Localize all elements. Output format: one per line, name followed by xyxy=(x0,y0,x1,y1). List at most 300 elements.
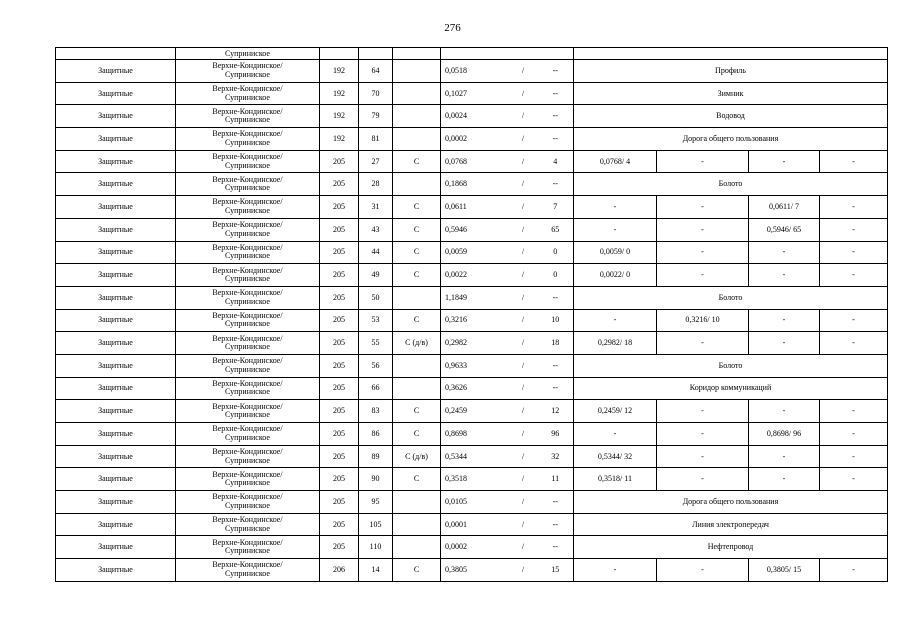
category-cell: Защитные xyxy=(56,173,176,196)
location-district: Суприниское xyxy=(225,546,270,556)
area-cell: 0,0518 xyxy=(441,60,509,83)
location-forestry: Верхне-Кондинское/ xyxy=(212,265,283,275)
note-cell: Линия электропередач xyxy=(574,513,888,536)
location-district: Суприниское xyxy=(225,205,270,215)
kvartal-cell: 205 xyxy=(320,241,359,264)
location-cell xyxy=(176,513,320,536)
value-cell-1: - xyxy=(574,309,657,332)
table-row xyxy=(56,286,888,309)
note-cell: Болото xyxy=(574,173,888,196)
location-forestry: Верхне-Кондинское/ xyxy=(212,333,283,343)
area-cell: 0,2982 xyxy=(441,332,509,355)
area-cell: 0,0002 xyxy=(441,128,509,151)
table-row xyxy=(56,128,888,151)
kvartal-cell: 205 xyxy=(320,491,359,514)
species-cell xyxy=(393,128,441,151)
forest-plots-table xyxy=(55,47,888,582)
location-cell xyxy=(176,423,320,446)
species-cell xyxy=(393,536,441,559)
species-cell: С xyxy=(393,559,441,582)
kvartal-cell: 205 xyxy=(320,218,359,241)
kvartal-cell: 205 xyxy=(320,377,359,400)
table-row xyxy=(56,400,888,423)
kvartal-cell: 205 xyxy=(320,196,359,219)
species-cell: С xyxy=(393,400,441,423)
table-row xyxy=(56,241,888,264)
location-cell xyxy=(176,400,320,423)
location-cell: Суприниское xyxy=(176,48,320,60)
count-cell: -- xyxy=(538,82,574,105)
area-cell: 0,0768 xyxy=(441,150,509,173)
separator-cell: / xyxy=(509,536,538,559)
category-cell: Защитные xyxy=(56,468,176,491)
table-row xyxy=(56,150,888,173)
kvartal-cell: 205 xyxy=(320,332,359,355)
kvartal-cell: 205 xyxy=(320,354,359,377)
vydel-cell: 70 xyxy=(359,82,393,105)
species-cell xyxy=(393,513,441,536)
species-cell xyxy=(393,60,441,83)
area-cell: 0,3805 xyxy=(441,559,509,582)
location-forestry: Верхне-Кондинское/ xyxy=(212,537,283,547)
location-forestry: Верхне-Кондинское/ xyxy=(212,174,283,184)
location-district: Суприниское xyxy=(225,319,270,329)
value-cell-2: - xyxy=(657,400,749,423)
category-cell: Защитные xyxy=(56,332,176,355)
location-forestry: Верхне-Кондинское/ xyxy=(212,220,283,230)
table-row xyxy=(56,536,888,559)
page-number: 276 xyxy=(444,22,461,34)
vydel-cell: 66 xyxy=(359,377,393,400)
separator-cell: / xyxy=(509,264,538,287)
value-cell-3: - xyxy=(749,309,820,332)
species-cell: С xyxy=(393,264,441,287)
separator-cell: / xyxy=(509,286,538,309)
note-cell: Нефтепровод xyxy=(574,536,888,559)
value-cell-3: - xyxy=(749,150,820,173)
value-cell-3: - xyxy=(749,332,820,355)
separator-cell: / xyxy=(509,445,538,468)
category-cell: Защитные xyxy=(56,536,176,559)
value-cell-3: - xyxy=(749,400,820,423)
vydel-cell: 90 xyxy=(359,468,393,491)
value-cell-4: - xyxy=(820,400,888,423)
area-cell: 0,0001 xyxy=(441,513,509,536)
species-cell: С xyxy=(393,241,441,264)
location-cell xyxy=(176,196,320,219)
location-district: Суприниское xyxy=(225,274,270,284)
species-cell xyxy=(393,105,441,128)
location-district: Суприниское xyxy=(225,410,270,420)
area-cell: 0,3626 xyxy=(441,377,509,400)
species-cell: С xyxy=(393,423,441,446)
vydel-cell: 31 xyxy=(359,196,393,219)
location-forestry: Верхне-Кондинское/ xyxy=(212,515,283,525)
species-cell: С xyxy=(393,196,441,219)
note-cell: Болото xyxy=(574,354,888,377)
species-cell: С xyxy=(393,309,441,332)
area-cell: 0,3216 xyxy=(441,309,509,332)
kvartal-cell: 205 xyxy=(320,309,359,332)
separator-cell: / xyxy=(509,513,538,536)
species-cell xyxy=(393,491,441,514)
value-cell-1: 0,3518/ 11 xyxy=(574,468,657,491)
location-forestry: Верхне-Кондинское/ xyxy=(212,84,283,94)
value-cell-3: - xyxy=(749,445,820,468)
count-cell: 18 xyxy=(538,332,574,355)
table-row xyxy=(56,377,888,400)
kvartal-cell: 192 xyxy=(320,128,359,151)
separator-cell: / xyxy=(509,354,538,377)
separator-cell: / xyxy=(509,128,538,151)
area-cell: 0,0022 xyxy=(441,264,509,287)
table-row xyxy=(56,60,888,83)
category-cell: Защитные xyxy=(56,82,176,105)
location-cell xyxy=(176,536,320,559)
value-cell-4: - xyxy=(820,468,888,491)
value-cell-4: - xyxy=(820,264,888,287)
location-cell xyxy=(176,241,320,264)
value-cell-4: - xyxy=(820,559,888,582)
category-cell: Защитные xyxy=(56,128,176,151)
location-district: Суприниское xyxy=(225,115,270,125)
separator-cell: / xyxy=(509,150,538,173)
value-cell-1: - xyxy=(574,559,657,582)
table-row xyxy=(56,173,888,196)
category-cell: Защитные xyxy=(56,423,176,446)
value-cell-1: 0,0022/ 0 xyxy=(574,264,657,287)
category-cell: Защитные xyxy=(56,491,176,514)
value-cell-1: 0,0768/ 4 xyxy=(574,150,657,173)
location-cell xyxy=(176,491,320,514)
separator-cell: / xyxy=(509,468,538,491)
location-forestry: Верхне-Кондинское/ xyxy=(212,356,283,366)
location-forestry: Верхне-Кондинское/ xyxy=(212,492,283,502)
category-cell: Защитные xyxy=(56,286,176,309)
vydel-cell: 81 xyxy=(359,128,393,151)
kvartal-cell: 205 xyxy=(320,513,359,536)
table-row xyxy=(56,445,888,468)
separator-cell: / xyxy=(509,218,538,241)
table-row xyxy=(56,354,888,377)
category-cell: Защитные xyxy=(56,60,176,83)
note-cell: Профиль xyxy=(574,60,888,83)
value-cell-4: - xyxy=(820,241,888,264)
value-cell-2: - xyxy=(657,423,749,446)
location-cell xyxy=(176,264,320,287)
value-cell-2: - xyxy=(657,332,749,355)
area-cell: 0,0611 xyxy=(441,196,509,219)
vydel-cell: 14 xyxy=(359,559,393,582)
vydel-cell: 43 xyxy=(359,218,393,241)
location-forestry: Верхне-Кондинское/ xyxy=(212,106,283,116)
location-cell xyxy=(176,173,320,196)
count-cell: 32 xyxy=(538,445,574,468)
species-cell xyxy=(393,82,441,105)
species-cell xyxy=(393,354,441,377)
area-cell: 0,0059 xyxy=(441,241,509,264)
location-forestry: Верхне-Кондинское/ xyxy=(212,310,283,320)
location-cell xyxy=(176,445,320,468)
location-cell xyxy=(176,105,320,128)
value-cell-1: 0,0059/ 0 xyxy=(574,241,657,264)
location-district: Суприниское xyxy=(225,364,270,374)
category-cell: Защитные xyxy=(56,309,176,332)
table-row xyxy=(56,491,888,514)
kvartal-cell: 192 xyxy=(320,105,359,128)
value-cell-1: - xyxy=(574,423,657,446)
vydel-cell: 27 xyxy=(359,150,393,173)
area-cell: 0,5344 xyxy=(441,445,509,468)
vydel-cell: 110 xyxy=(359,536,393,559)
table-row xyxy=(56,264,888,287)
area-cell: 0,1027 xyxy=(441,82,509,105)
vydel-cell: 56 xyxy=(359,354,393,377)
location-forestry: Верхне-Кондинское/ xyxy=(212,401,283,411)
category-cell: Защитные xyxy=(56,150,176,173)
value-cell-2: - xyxy=(657,218,749,241)
separator-cell: / xyxy=(509,423,538,446)
location-cell xyxy=(176,218,320,241)
species-cell: С (д/в) xyxy=(393,445,441,468)
count-cell: -- xyxy=(538,105,574,128)
count-cell: -- xyxy=(538,354,574,377)
table-row xyxy=(56,513,888,536)
count-cell: 12 xyxy=(538,400,574,423)
count-cell: -- xyxy=(538,377,574,400)
count-cell: -- xyxy=(538,173,574,196)
category-cell: Защитные xyxy=(56,445,176,468)
location-district: Суприниское xyxy=(225,387,270,397)
location-cell xyxy=(176,150,320,173)
count-cell: 11 xyxy=(538,468,574,491)
category-cell: Защитные xyxy=(56,354,176,377)
note-cell: Болото xyxy=(574,286,888,309)
location-district: Суприниское xyxy=(225,568,270,578)
location-forestry: Верхне-Кондинское/ xyxy=(212,560,283,570)
count-cell: 65 xyxy=(538,218,574,241)
value-cell-1: - xyxy=(574,218,657,241)
category-cell: Защитные xyxy=(56,400,176,423)
value-cell-2: - xyxy=(657,559,749,582)
value-cell-3: - xyxy=(749,264,820,287)
table-row xyxy=(56,468,888,491)
kvartal-cell: 206 xyxy=(320,559,359,582)
count-cell: -- xyxy=(538,513,574,536)
vydel-cell: 50 xyxy=(359,286,393,309)
location-district: Суприниское xyxy=(225,432,270,442)
species-cell: С xyxy=(393,468,441,491)
separator-cell: / xyxy=(509,196,538,219)
separator-cell: / xyxy=(509,60,538,83)
area-cell: 0,0024 xyxy=(441,105,509,128)
note-cell: Дорога общего пользования xyxy=(574,491,888,514)
location-forestry: Верхне-Кондинское/ xyxy=(212,424,283,434)
location-cell xyxy=(176,82,320,105)
category-cell: Защитные xyxy=(56,196,176,219)
vydel-cell: 86 xyxy=(359,423,393,446)
note-cell: Коридор коммуникаций xyxy=(574,377,888,400)
area-cell: 0,8698 xyxy=(441,423,509,446)
area-cell: 0,1868 xyxy=(441,173,509,196)
value-cell-1: 0,2459/ 12 xyxy=(574,400,657,423)
value-cell-1: 0,2982/ 18 xyxy=(574,332,657,355)
table-row xyxy=(56,105,888,128)
vydel-cell: 89 xyxy=(359,445,393,468)
vydel-cell: 49 xyxy=(359,264,393,287)
value-cell-3: 0,8698/ 96 xyxy=(749,423,820,446)
location-cell xyxy=(176,377,320,400)
location-cell xyxy=(176,309,320,332)
value-cell-4: - xyxy=(820,445,888,468)
value-cell-2: - xyxy=(657,264,749,287)
location-district: Суприниское xyxy=(225,455,270,465)
location-cell xyxy=(176,468,320,491)
location-district: Суприниское xyxy=(225,228,270,238)
category-cell: Защитные xyxy=(56,513,176,536)
value-cell-4: - xyxy=(820,423,888,446)
kvartal-cell: 192 xyxy=(320,82,359,105)
separator-cell: / xyxy=(509,377,538,400)
location-forestry: Верхне-Кондинское/ xyxy=(212,152,283,162)
category-cell: Защитные xyxy=(56,218,176,241)
table-row xyxy=(56,309,888,332)
vydel-cell: 105 xyxy=(359,513,393,536)
kvartal-cell: 205 xyxy=(320,150,359,173)
value-cell-1: 0,5344/ 32 xyxy=(574,445,657,468)
location-cell xyxy=(176,332,320,355)
location-district: Суприниское xyxy=(225,296,270,306)
kvartal-cell: 205 xyxy=(320,264,359,287)
table-row xyxy=(56,196,888,219)
vydel-cell: 95 xyxy=(359,491,393,514)
kvartal-cell: 205 xyxy=(320,173,359,196)
location-forestry: Верхне-Кондинское/ xyxy=(212,129,283,139)
species-cell: С xyxy=(393,150,441,173)
location-forestry: Верхне-Кондинское/ xyxy=(212,288,283,298)
location-district: Суприниское xyxy=(225,342,270,352)
value-cell-2: - xyxy=(657,468,749,491)
separator-cell: / xyxy=(509,332,538,355)
value-cell-1: - xyxy=(574,196,657,219)
count-cell: 96 xyxy=(538,423,574,446)
location-forestry: Верхне-Кондинское/ xyxy=(212,447,283,457)
species-cell xyxy=(393,173,441,196)
note-cell: Дорога общего пользования xyxy=(574,128,888,151)
value-cell-2: - xyxy=(657,241,749,264)
category-cell: Защитные xyxy=(56,241,176,264)
count-cell: -- xyxy=(538,60,574,83)
species-cell xyxy=(393,377,441,400)
kvartal-cell: 205 xyxy=(320,423,359,446)
kvartal-cell: 205 xyxy=(320,536,359,559)
value-cell-3: 0,5946/ 65 xyxy=(749,218,820,241)
vydel-cell: 53 xyxy=(359,309,393,332)
species-cell xyxy=(393,286,441,309)
count-cell: 4 xyxy=(538,150,574,173)
value-cell-4: - xyxy=(820,196,888,219)
value-cell-4: - xyxy=(820,332,888,355)
count-cell: 15 xyxy=(538,559,574,582)
kvartal-cell: 205 xyxy=(320,286,359,309)
location-forestry: Верхне-Кондинское/ xyxy=(212,242,283,252)
location-forestry: Верхне-Кондинское/ xyxy=(212,378,283,388)
location-district: Суприниское xyxy=(225,137,270,147)
species-cell: С (д/в) xyxy=(393,332,441,355)
separator-cell: / xyxy=(509,559,538,582)
kvartal-cell: 205 xyxy=(320,468,359,491)
category-cell: Защитные xyxy=(56,264,176,287)
location-cell xyxy=(176,286,320,309)
kvartal-cell: 205 xyxy=(320,445,359,468)
count-cell: 7 xyxy=(538,196,574,219)
count-cell: 0 xyxy=(538,264,574,287)
location-forestry: Верхне-Кондинское/ xyxy=(212,469,283,479)
value-cell-2: - xyxy=(657,150,749,173)
location-district: Суприниское xyxy=(225,500,270,510)
value-cell-2: - xyxy=(657,445,749,468)
table-row xyxy=(56,218,888,241)
table-row xyxy=(56,332,888,355)
location-cell xyxy=(176,559,320,582)
location-district: Суприниское xyxy=(225,69,270,79)
kvartal-cell: 205 xyxy=(320,400,359,423)
location-district: Суприниское xyxy=(225,92,270,102)
count-cell: -- xyxy=(538,128,574,151)
value-cell-4: - xyxy=(820,218,888,241)
vydel-cell: 79 xyxy=(359,105,393,128)
location-district: Суприниское xyxy=(225,251,270,261)
value-cell-3: - xyxy=(749,241,820,264)
vydel-cell: 83 xyxy=(359,400,393,423)
note-cell: Водовод xyxy=(574,105,888,128)
location-district: Суприниское xyxy=(225,478,270,488)
area-cell: 0,2459 xyxy=(441,400,509,423)
location-district: Суприниское xyxy=(225,160,270,170)
category-cell: Защитные xyxy=(56,377,176,400)
separator-cell: / xyxy=(509,241,538,264)
category-cell: Защитные xyxy=(56,105,176,128)
value-cell-3: 0,0611/ 7 xyxy=(749,196,820,219)
kvartal-cell: 192 xyxy=(320,60,359,83)
vydel-cell: 44 xyxy=(359,241,393,264)
value-cell-2: - xyxy=(657,196,749,219)
vydel-cell: 28 xyxy=(359,173,393,196)
separator-cell: / xyxy=(509,105,538,128)
area-cell: 0,5946 xyxy=(441,218,509,241)
location-cell xyxy=(176,354,320,377)
value-cell-4: - xyxy=(820,150,888,173)
value-cell-4: - xyxy=(820,309,888,332)
count-cell: -- xyxy=(538,536,574,559)
value-cell-3: - xyxy=(749,468,820,491)
separator-cell: / xyxy=(509,400,538,423)
location-cell xyxy=(176,60,320,83)
location-forestry: Верхне-Кондинское/ xyxy=(212,197,283,207)
separator-cell: / xyxy=(509,82,538,105)
separator-cell: / xyxy=(509,491,538,514)
vydel-cell: 55 xyxy=(359,332,393,355)
value-cell-3: 0,3805/ 15 xyxy=(749,559,820,582)
count-cell: -- xyxy=(538,286,574,309)
table-row xyxy=(56,423,888,446)
separator-cell: / xyxy=(509,173,538,196)
note-cell: Зимник xyxy=(574,82,888,105)
vydel-cell: 64 xyxy=(359,60,393,83)
area-cell: 0,3518 xyxy=(441,468,509,491)
area-cell: 0,9633 xyxy=(441,354,509,377)
count-cell: 10 xyxy=(538,309,574,332)
